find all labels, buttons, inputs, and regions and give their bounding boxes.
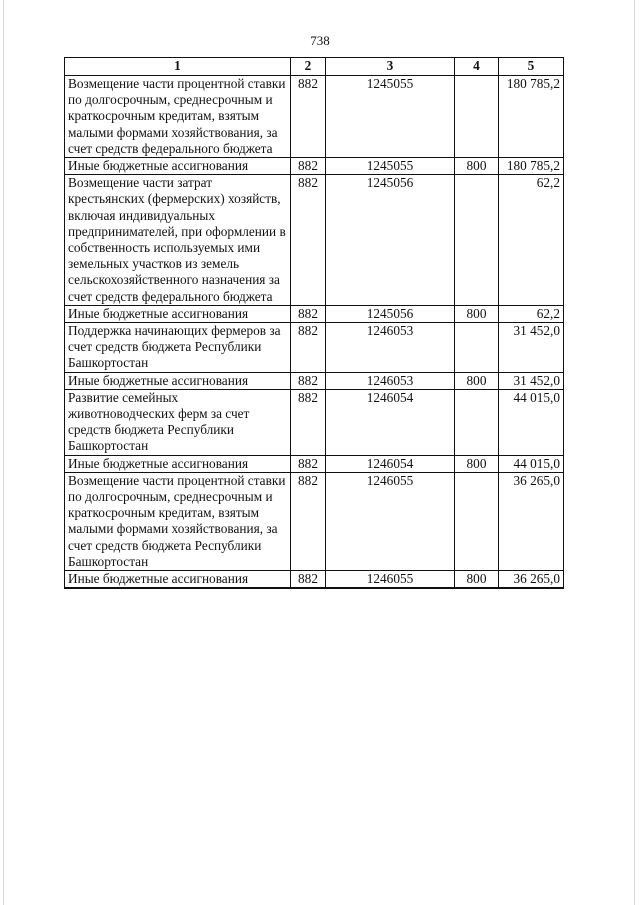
row-name: Иные бюджетные ассигнования	[65, 158, 291, 175]
scan-edge-left	[3, 0, 4, 905]
row-type: 800	[455, 158, 499, 175]
row-amount: 44 015,0	[499, 389, 564, 455]
row-code: 882	[291, 305, 326, 322]
row-code: 882	[291, 175, 326, 306]
row-article: 1246053	[326, 323, 455, 373]
table-row	[65, 571, 564, 589]
row-name: Поддержка начинающих фермеров за счет средств бюджета Республики Башкортостан	[65, 323, 291, 373]
column-header-type: 4	[455, 58, 499, 76]
row-type: 800	[455, 372, 499, 389]
row-name: Возмещение части процентной ставки по долгосрочным, среднесрочным и краткосрочным кредитам, взятым малыми формами хозяйствования, за счет средств бюджета Республики Башкортостан	[65, 472, 291, 570]
row-name: Иные бюджетные ассигнования	[65, 372, 291, 389]
table-row	[65, 305, 564, 322]
row-type	[455, 323, 499, 373]
budget-table	[64, 57, 564, 589]
row-type	[455, 472, 499, 570]
table-row	[65, 175, 564, 306]
row-article: 1246054	[326, 455, 455, 472]
column-header-article: 3	[326, 58, 455, 76]
row-type	[455, 389, 499, 455]
table-row	[65, 158, 564, 175]
scan-edge-right	[634, 0, 635, 905]
row-name: Иные бюджетные ассигнования	[65, 571, 291, 589]
row-article: 1246054	[326, 389, 455, 455]
row-article: 1246055	[326, 571, 455, 589]
row-code: 882	[291, 158, 326, 175]
row-article: 1245056	[326, 305, 455, 322]
row-code: 882	[291, 76, 326, 158]
row-article: 1246055	[326, 472, 455, 570]
row-code: 882	[291, 571, 326, 589]
table-row	[65, 389, 564, 455]
row-name: Иные бюджетные ассигнования	[65, 305, 291, 322]
row-type	[455, 175, 499, 306]
column-header-name: 1	[65, 58, 291, 76]
page-number: 738	[310, 33, 330, 48]
row-amount: 31 452,0	[499, 323, 564, 373]
column-header-amount: 5	[499, 58, 564, 76]
table-row	[65, 455, 564, 472]
row-amount: 31 452,0	[499, 372, 564, 389]
row-code: 882	[291, 389, 326, 455]
row-type	[455, 76, 499, 158]
header-row	[65, 58, 564, 76]
row-type: 800	[455, 571, 499, 589]
row-amount: 62,2	[499, 175, 564, 306]
row-code: 882	[291, 455, 326, 472]
table-row	[65, 472, 564, 570]
table-row	[65, 323, 564, 373]
row-type: 800	[455, 455, 499, 472]
row-name: Развитие семейных животноводческих ферм за счет средств бюджета Республики Башкортостан	[65, 389, 291, 455]
row-type: 800	[455, 305, 499, 322]
column-header-code: 2	[291, 58, 326, 76]
row-code: 882	[291, 372, 326, 389]
table-row	[65, 76, 564, 158]
row-amount: 36 265,0	[499, 571, 564, 589]
row-amount: 36 265,0	[499, 472, 564, 570]
row-name: Возмещение части процентной ставки по долгосрочным, среднесрочным и краткосрочным кредитам, взятым малыми формами хозяйствования, за счет средств федерального бюджета	[65, 76, 291, 158]
row-article: 1245056	[326, 175, 455, 306]
row-amount: 44 015,0	[499, 455, 564, 472]
row-code: 882	[291, 323, 326, 373]
row-article: 1245055	[326, 76, 455, 158]
row-article: 1245055	[326, 158, 455, 175]
table-row	[65, 372, 564, 389]
row-name: Иные бюджетные ассигнования	[65, 455, 291, 472]
row-amount: 180 785,2	[499, 76, 564, 158]
row-code: 882	[291, 472, 326, 570]
row-amount: 180 785,2	[499, 158, 564, 175]
row-name: Возмещение части затрат крестьянских (фермерских) хозяйств, включая индивидуальных предпринимателей, при оформлении в собственность используемых ими земельных участков из земель сельскохозяйственного назначения за счет средств федерального бюджета	[65, 175, 291, 306]
row-amount: 62,2	[499, 305, 564, 322]
row-article: 1246053	[326, 372, 455, 389]
